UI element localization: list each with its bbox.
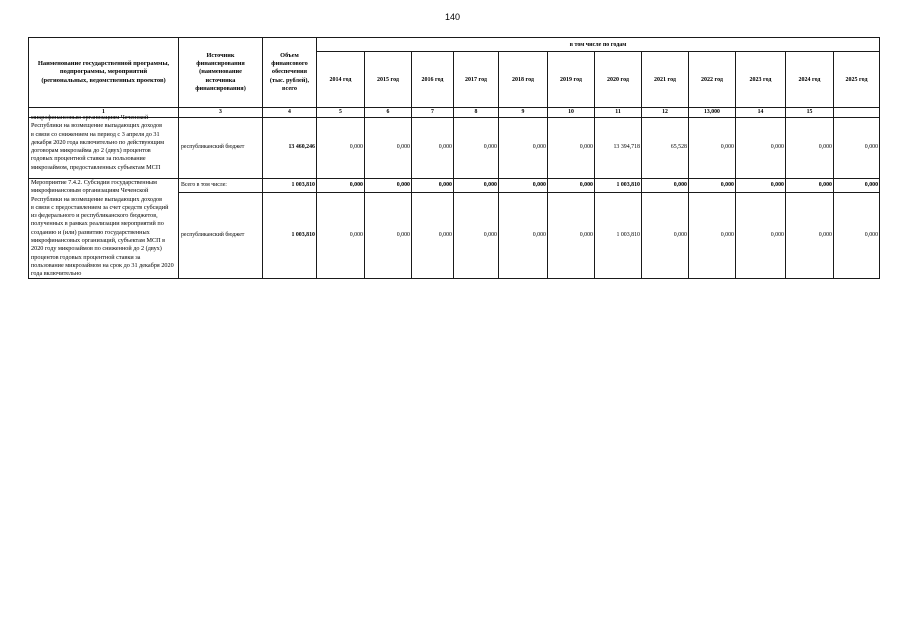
column-number-cell-empty — [834, 108, 880, 118]
year-value-cell: 0,000 — [548, 193, 595, 279]
year-value-cell: 0,000 — [548, 179, 595, 193]
header-source-cell — [179, 38, 263, 108]
header-year-2017: 2017 год — [454, 52, 499, 108]
header-year-2014: 2014 год — [317, 52, 365, 108]
total-cell: 1 003,810 — [263, 179, 317, 193]
header-year-2015: 2015 год — [365, 52, 412, 108]
year-value-cell: 0,000 — [786, 118, 834, 179]
year-value-cell: 0,000 — [834, 118, 880, 179]
year-value-cell: 0,000 — [689, 193, 736, 279]
year-value-cell: 0,000 — [499, 179, 548, 193]
column-number-cell: 14 — [736, 108, 786, 118]
header-year-2020: 2020 год — [595, 52, 642, 108]
year-value-cell: 0,000 — [786, 179, 834, 193]
column-number-cell: 5 — [317, 108, 365, 118]
year-value-cell: 0,000 — [365, 118, 412, 179]
header-year-2016: 2016 год — [412, 52, 454, 108]
year-value-cell: 0,000 — [736, 179, 786, 193]
year-value-cell: 0,000 — [642, 193, 689, 279]
financing-table — [28, 37, 880, 279]
year-value-cell: 0,000 — [454, 193, 499, 279]
year-value-cell: 0,000 — [736, 193, 786, 279]
year-value-cell: 0,000 — [454, 118, 499, 179]
year-value-cell: 0,000 — [689, 118, 736, 179]
header-name-cell — [29, 38, 179, 108]
year-value-cell: 0,000 — [454, 179, 499, 193]
year-value-cell: 0,000 — [689, 179, 736, 193]
year-value-cell: 0,000 — [548, 118, 595, 179]
column-number-cell: 10 — [548, 108, 595, 118]
year-value-cell: 0,000 — [499, 193, 548, 279]
header-source-text: Источник финансирования (наименование источника финансирования) — [195, 51, 246, 92]
table-row — [29, 118, 880, 179]
header-year-2024: 2024 год — [786, 52, 834, 108]
total-cell: 1 003,810 — [263, 193, 317, 279]
column-number-cell: 1 — [29, 108, 179, 118]
year-value-cell: 0,000 — [834, 179, 880, 193]
table-row — [29, 179, 880, 193]
year-value-cell: 0,000 — [365, 193, 412, 279]
year-value-cell: 0,000 — [412, 193, 454, 279]
year-value-cell: 0,000 — [412, 179, 454, 193]
source-cell: Всего в том числе: — [179, 179, 263, 193]
year-value-cell: 0,000 — [317, 179, 365, 193]
column-number-cell: 7 — [412, 108, 454, 118]
column-number-cell: 9 — [499, 108, 548, 118]
year-value-cell: 0,000 — [317, 118, 365, 179]
name-text: Мероприятие 7.4.2. Субсидии государственным микрофинансовым организациям Чеченской Республики на возмещение выпадающих доходов в связи с предоставлением за счет средств субсидий из федерального и республиканского бюджетов, полученных в рамках реализации мероприятий по созданию и (или) развитию государственных микрофинансовых организаций, субъектам МСП в 2020 году микрозаймов по сниженной до 2 (двух) процентов годовых процентной ставки за пользование микрозаймом на срок до 31 декабря 2020 года включительно — [31, 179, 174, 278]
header-year-2018: 2018 год — [499, 52, 548, 108]
year-value-cell: 0,000 — [317, 193, 365, 279]
year-value-cell: 1 003,810 — [595, 193, 642, 279]
year-value-cell: 0,000 — [412, 118, 454, 179]
source-cell: республиканский бюджет — [179, 193, 263, 279]
name-text: микрофинансовым организациям Чеченской Республики на возмещение выпадающих доходов в связи со снижением на период с 3 апреля до 31 декабря 2020 года включительно по действующим договорам микрозайма до 2 (двух) процентов годовых процентной ставки за пользование микрозаймом, предоставленных субъектам МСП — [31, 114, 165, 171]
header-volume-text: Объем финансового обеспечения (тыс. рублей), всего — [269, 51, 310, 92]
year-value-cell: 0,000 — [499, 118, 548, 179]
header-volume-cell — [263, 38, 317, 108]
header-year-2021: 2021 год — [642, 52, 689, 108]
page-number: 140 — [444, 12, 461, 22]
year-value-cell: 0,000 — [365, 179, 412, 193]
header-by-years-cell: в том числе по годам — [317, 38, 880, 52]
source-cell: республиканский бюджет — [179, 118, 263, 179]
year-value-cell: 0,000 — [642, 179, 689, 193]
header-year-2025: 2025 год — [834, 52, 880, 108]
column-number-cell: 12 — [642, 108, 689, 118]
header-name-text: Наименование государственной программы, подпрограммы, мероприятий (региональных, ведомственных проектов) — [37, 59, 170, 84]
column-number-cell: 4 — [263, 108, 317, 118]
column-number-cell: 6 — [365, 108, 412, 118]
column-number-cell: 8 — [454, 108, 499, 118]
year-value-cell: 0,000 — [786, 193, 834, 279]
column-number-cell: 3 — [179, 108, 263, 118]
header-year-2019: 2019 год — [548, 52, 595, 108]
header-year-2023: 2023 год — [736, 52, 786, 108]
year-value-cell: 65,528 — [642, 118, 689, 179]
header-row — [29, 38, 880, 52]
name-cell — [29, 114, 179, 179]
year-value-cell: 0,000 — [736, 118, 786, 179]
total-cell: 13 460,246 — [263, 118, 317, 179]
year-value-cell: 1 003,810 — [595, 179, 642, 193]
column-number-cell: 13,000 — [689, 108, 736, 118]
header-year-2022: 2022 год — [689, 52, 736, 108]
year-value-cell: 0,000 — [834, 193, 880, 279]
column-number-cell: 11 — [595, 108, 642, 118]
name-cell-clip — [29, 114, 178, 174]
year-value-cell: 13 394,718 — [595, 118, 642, 179]
name-cell — [29, 179, 179, 279]
column-number-cell: 15 — [786, 108, 834, 118]
name-cell-clip — [29, 179, 178, 278]
